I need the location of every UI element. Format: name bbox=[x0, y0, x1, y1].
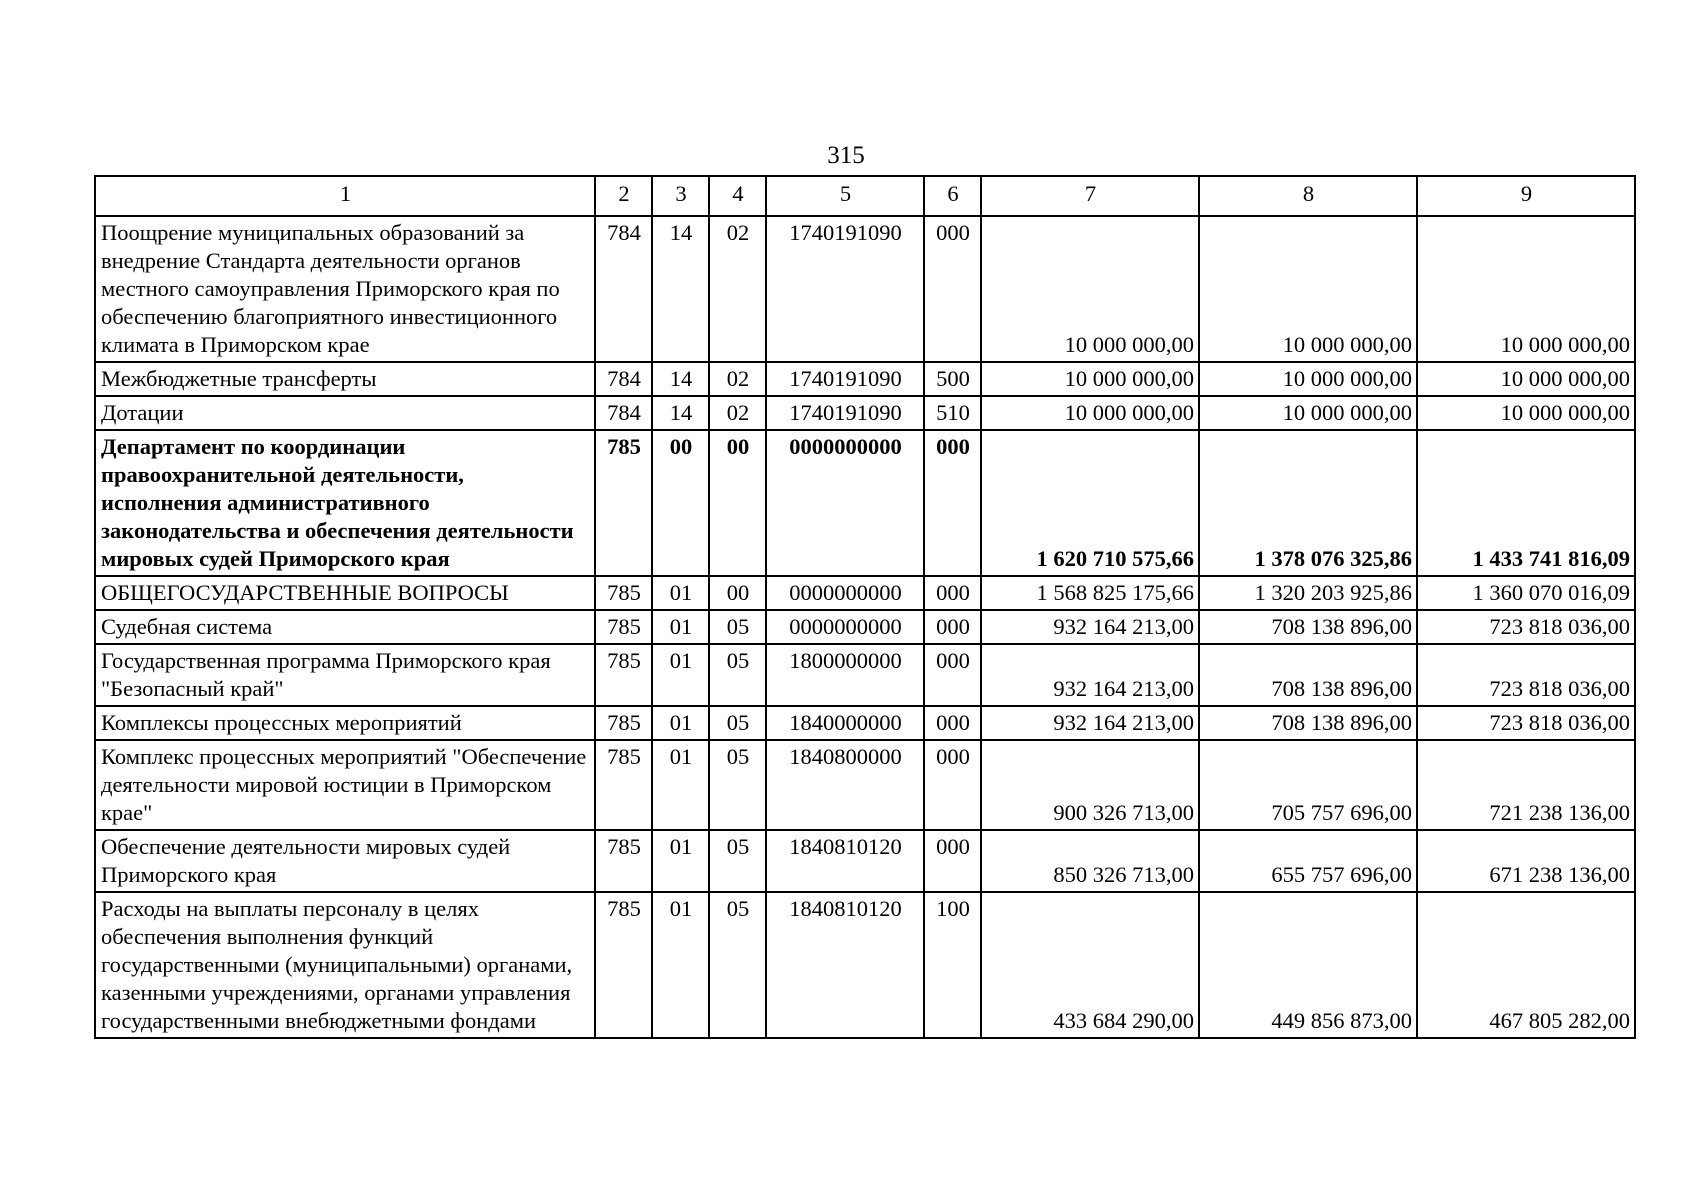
amount-col-7: 850 326 713,00 bbox=[981, 830, 1199, 892]
code-col-3: 01 bbox=[652, 740, 709, 830]
table-row bbox=[95, 706, 1635, 740]
budget-table bbox=[94, 175, 1636, 1039]
amount-col-8: 1 320 203 925,86 bbox=[1199, 576, 1417, 610]
amount-col-8: 708 138 896,00 bbox=[1199, 644, 1417, 706]
code-col-6: 000 bbox=[924, 830, 981, 892]
amount-col-8: 10 000 000,00 bbox=[1199, 216, 1417, 362]
code-col-2: 785 bbox=[595, 706, 652, 740]
code-col-5: 1740191090 bbox=[766, 396, 924, 430]
code-col-6: 510 bbox=[924, 396, 981, 430]
code-col-4: 00 bbox=[709, 576, 766, 610]
item-name: Межбюджетные трансферты bbox=[95, 362, 595, 396]
item-name: Обеспечение деятельности мировых судей Приморского края bbox=[95, 830, 595, 892]
amount-col-9: 1 433 741 816,09 bbox=[1417, 430, 1635, 576]
amount-col-9: 1 360 070 016,09 bbox=[1417, 576, 1635, 610]
code-col-4: 05 bbox=[709, 610, 766, 644]
code-col-2: 784 bbox=[595, 216, 652, 362]
code-col-2: 785 bbox=[595, 644, 652, 706]
code-col-5: 1840810120 bbox=[766, 892, 924, 1038]
code-col-3: 01 bbox=[652, 576, 709, 610]
code-col-5: 1840810120 bbox=[766, 830, 924, 892]
code-col-4: 02 bbox=[709, 396, 766, 430]
page-number: 315 bbox=[827, 142, 865, 169]
code-col-3: 01 bbox=[652, 610, 709, 644]
code-col-5: 0000000000 bbox=[766, 576, 924, 610]
amount-col-9: 721 238 136,00 bbox=[1417, 740, 1635, 830]
item-name: Расходы на выплаты персоналу в целях обеспечения выполнения функций государственными (муниципальными) органами, казенными учреждениями, органами управления государственными внебюджетными фондами bbox=[95, 892, 595, 1038]
item-name: ОБЩЕГОСУДАРСТВЕННЫЕ ВОПРОСЫ bbox=[95, 576, 595, 610]
header-col-3: 3 bbox=[652, 176, 709, 216]
header-col-8: 8 bbox=[1199, 176, 1417, 216]
table-row bbox=[95, 216, 1635, 362]
amount-col-7: 932 164 213,00 bbox=[981, 644, 1199, 706]
table-row bbox=[95, 830, 1635, 892]
code-col-2: 785 bbox=[595, 576, 652, 610]
code-col-3: 14 bbox=[652, 396, 709, 430]
code-col-6: 000 bbox=[924, 644, 981, 706]
code-col-5: 1740191090 bbox=[766, 362, 924, 396]
item-name: Департамент по координации правоохранительной деятельности, исполнения административного законодательства и обеспечения деятельности мировых судей Приморского края bbox=[95, 430, 595, 576]
amount-col-9: 10 000 000,00 bbox=[1417, 362, 1635, 396]
header-col-7: 7 bbox=[981, 176, 1199, 216]
code-col-6: 000 bbox=[924, 216, 981, 362]
item-name: Судебная система bbox=[95, 610, 595, 644]
code-col-6: 000 bbox=[924, 430, 981, 576]
table-row bbox=[95, 396, 1635, 430]
code-col-3: 14 bbox=[652, 216, 709, 362]
amount-col-8: 708 138 896,00 bbox=[1199, 610, 1417, 644]
code-col-3: 01 bbox=[652, 644, 709, 706]
header-row bbox=[95, 176, 1635, 216]
code-col-6: 000 bbox=[924, 706, 981, 740]
amount-col-9: 10 000 000,00 bbox=[1417, 396, 1635, 430]
code-col-2: 784 bbox=[595, 362, 652, 396]
code-col-4: 05 bbox=[709, 706, 766, 740]
code-col-6: 100 bbox=[924, 892, 981, 1038]
amount-col-7: 10 000 000,00 bbox=[981, 396, 1199, 430]
table-row bbox=[95, 892, 1635, 1038]
code-col-3: 01 bbox=[652, 892, 709, 1038]
amount-col-8: 1 378 076 325,86 bbox=[1199, 430, 1417, 576]
code-col-5: 1800000000 bbox=[766, 644, 924, 706]
amount-col-9: 10 000 000,00 bbox=[1417, 216, 1635, 362]
table-row bbox=[95, 644, 1635, 706]
code-col-6: 000 bbox=[924, 576, 981, 610]
item-name: Поощрение муниципальных образований за внедрение Стандарта деятельности органов местного самоуправления Приморского края по обеспечению благоприятного инвестиционного климата в Приморском крае bbox=[95, 216, 595, 362]
amount-col-7: 10 000 000,00 bbox=[981, 362, 1199, 396]
code-col-4: 00 bbox=[709, 430, 766, 576]
amount-col-9: 723 818 036,00 bbox=[1417, 610, 1635, 644]
amount-col-9: 723 818 036,00 bbox=[1417, 644, 1635, 706]
amount-col-8: 10 000 000,00 bbox=[1199, 362, 1417, 396]
code-col-6: 000 bbox=[924, 610, 981, 644]
code-col-2: 785 bbox=[595, 740, 652, 830]
amount-col-8: 705 757 696,00 bbox=[1199, 740, 1417, 830]
item-name: Государственная программа Приморского края "Безопасный край" bbox=[95, 644, 595, 706]
amount-col-9: 467 805 282,00 bbox=[1417, 892, 1635, 1038]
code-col-4: 02 bbox=[709, 362, 766, 396]
item-name: Дотации bbox=[95, 396, 595, 430]
code-col-2: 784 bbox=[595, 396, 652, 430]
code-col-4: 05 bbox=[709, 740, 766, 830]
amount-col-7: 10 000 000,00 bbox=[981, 216, 1199, 362]
amount-col-9: 671 238 136,00 bbox=[1417, 830, 1635, 892]
code-col-2: 785 bbox=[595, 830, 652, 892]
code-col-4: 02 bbox=[709, 216, 766, 362]
header-col-9: 9 bbox=[1417, 176, 1635, 216]
amount-col-8: 708 138 896,00 bbox=[1199, 706, 1417, 740]
item-name: Комплекс процессных мероприятий "Обеспечение деятельности мировой юстиции в Приморском крае" bbox=[95, 740, 595, 830]
table-row bbox=[95, 576, 1635, 610]
amount-col-7: 1 568 825 175,66 bbox=[981, 576, 1199, 610]
amount-col-7: 932 164 213,00 bbox=[981, 706, 1199, 740]
code-col-5: 1840000000 bbox=[766, 706, 924, 740]
header-col-1: 1 bbox=[95, 176, 595, 216]
amount-col-7: 433 684 290,00 bbox=[981, 892, 1199, 1038]
code-col-5: 1840800000 bbox=[766, 740, 924, 830]
code-col-5: 0000000000 bbox=[766, 430, 924, 576]
code-col-3: 01 bbox=[652, 830, 709, 892]
table-row bbox=[95, 610, 1635, 644]
code-col-4: 05 bbox=[709, 830, 766, 892]
code-col-3: 00 bbox=[652, 430, 709, 576]
code-col-3: 01 bbox=[652, 706, 709, 740]
item-name: Комплексы процессных мероприятий bbox=[95, 706, 595, 740]
code-col-4: 05 bbox=[709, 892, 766, 1038]
code-col-5: 0000000000 bbox=[766, 610, 924, 644]
header-col-4: 4 bbox=[709, 176, 766, 216]
code-col-5: 1740191090 bbox=[766, 216, 924, 362]
amount-col-7: 932 164 213,00 bbox=[981, 610, 1199, 644]
code-col-2: 785 bbox=[595, 610, 652, 644]
table-row bbox=[95, 740, 1635, 830]
code-col-4: 05 bbox=[709, 644, 766, 706]
code-col-2: 785 bbox=[595, 430, 652, 576]
amount-col-8: 449 856 873,00 bbox=[1199, 892, 1417, 1038]
amount-col-7: 1 620 710 575,66 bbox=[981, 430, 1199, 576]
code-col-2: 785 bbox=[595, 892, 652, 1038]
header-col-5: 5 bbox=[766, 176, 924, 216]
code-col-3: 14 bbox=[652, 362, 709, 396]
table-row bbox=[95, 362, 1635, 396]
table-row bbox=[95, 430, 1635, 576]
code-col-6: 000 bbox=[924, 740, 981, 830]
code-col-6: 500 bbox=[924, 362, 981, 396]
header-col-6: 6 bbox=[924, 176, 981, 216]
amount-col-7: 900 326 713,00 bbox=[981, 740, 1199, 830]
amount-col-9: 723 818 036,00 bbox=[1417, 706, 1635, 740]
amount-col-8: 655 757 696,00 bbox=[1199, 830, 1417, 892]
header-col-2: 2 bbox=[595, 176, 652, 216]
amount-col-8: 10 000 000,00 bbox=[1199, 396, 1417, 430]
